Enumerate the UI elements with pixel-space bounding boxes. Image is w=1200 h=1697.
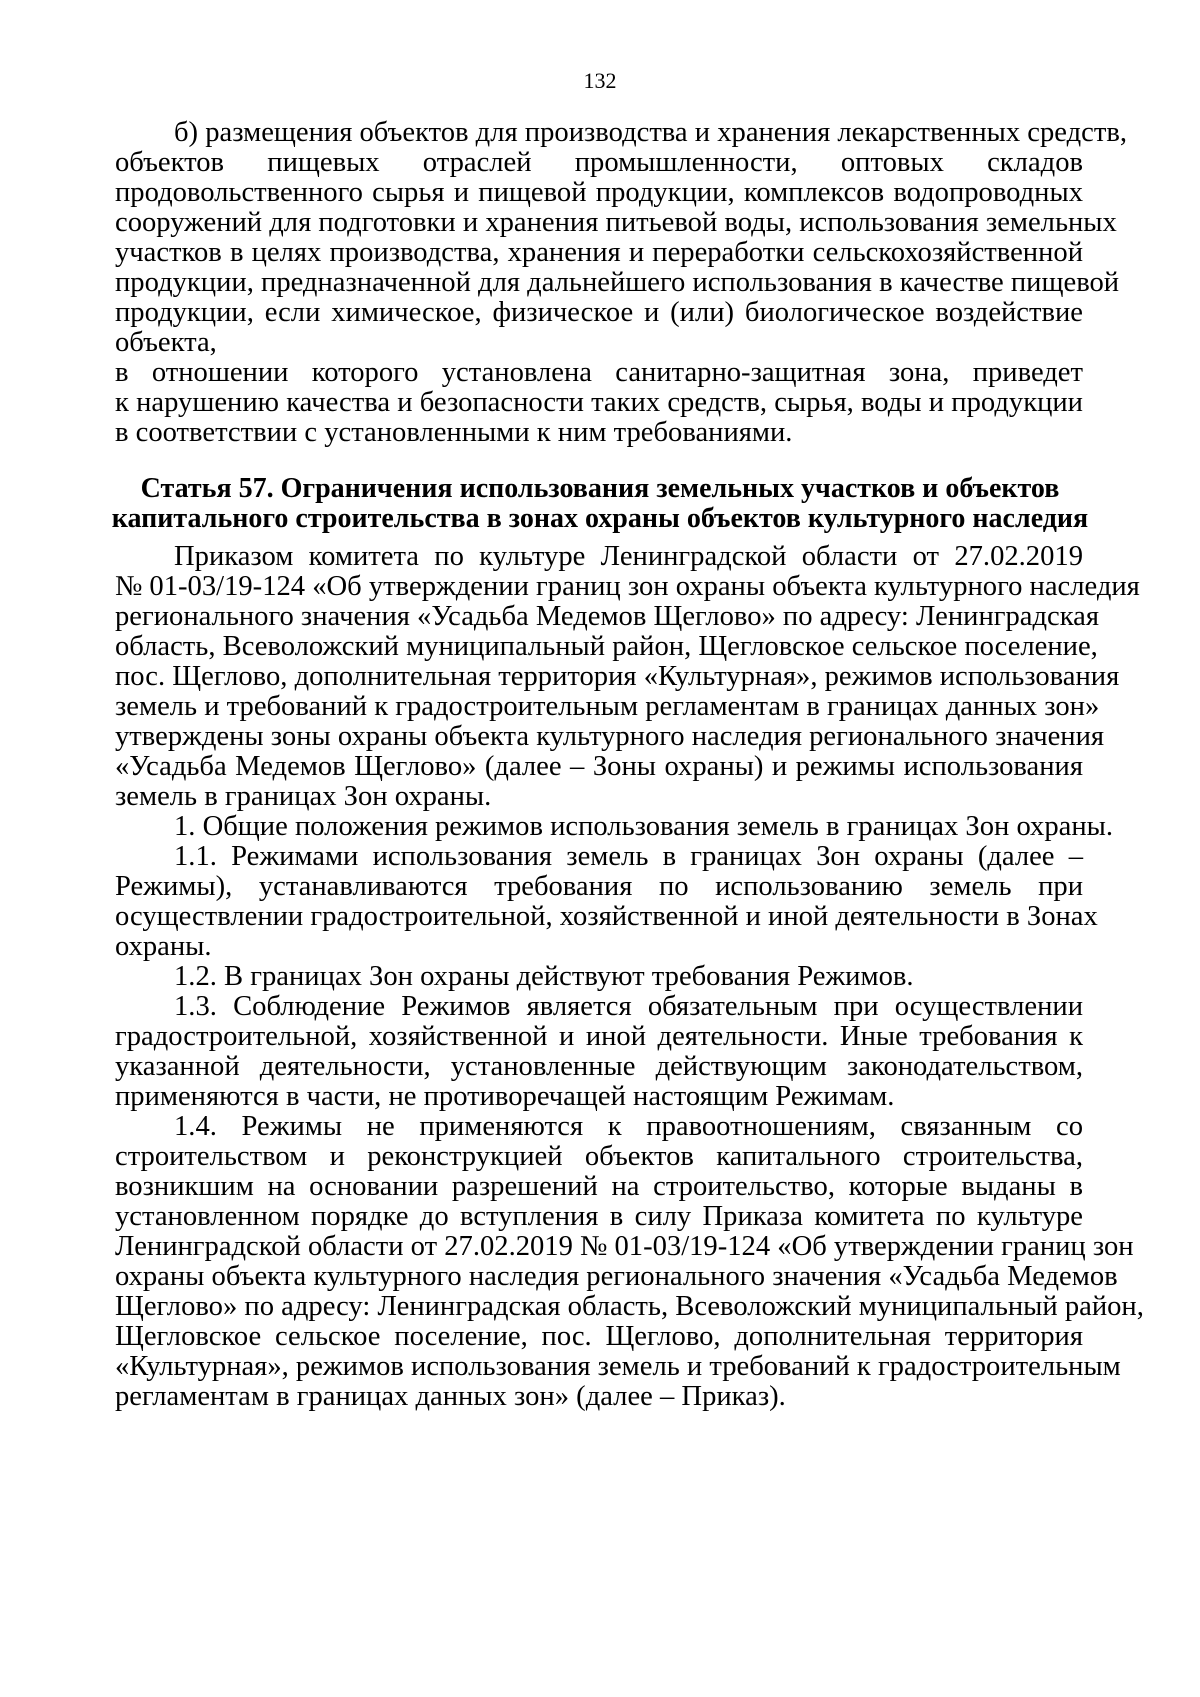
text-line: возникшим на основании разрешений на строительство, которые выданы в [115, 1171, 1083, 1202]
text-line: указанной деятельности, установленные действующим законодательством, [115, 1051, 1083, 1082]
text-line: б) размещения объектов для производства и хранения лекарственных средств, [174, 117, 1127, 148]
text-line: продукции, если химическое, физическое и (или) биологическое воздействие [115, 297, 1083, 328]
text-line: участков в целях производства, хранения и переработки сельскохозяйственной [115, 237, 1083, 268]
text-line: 1.4. Режимы не применяются к правоотношениям, связанным со [174, 1111, 1083, 1142]
text-line: продовольственного сырья и пищевой продукции, комплексов водопроводных [115, 177, 1083, 208]
text-line: Ленинградской области от 27.02.2019 № 01-03/19-124 «Об утверждении границ зон [115, 1231, 1134, 1262]
text-line: пос. Щеглово, дополнительная территория «Культурная», режимов использования [115, 661, 1120, 692]
text-line: 1.3. Соблюдение Режимов является обязательным при осуществлении [174, 991, 1083, 1022]
text-line: «Усадьба Медемов Щеглово» (далее – Зоны охраны) и режимы использования [115, 751, 1083, 782]
text-line: земель и требований к градостроительным регламентам в границах данных зон» [115, 691, 1100, 722]
text-line: применяются в части, не противоречащей настоящим Режимам. [115, 1081, 895, 1112]
text-line: Режимы), устанавливаются требования по использованию земель при [115, 871, 1083, 902]
heading-line: Статья 57. Ограничения использования земельных участков и объектов [140, 473, 1060, 504]
text-line: установленном порядке до вступления в силу Приказа комитета по культуре [115, 1201, 1083, 1232]
text-line: Приказом комитета по культуре Ленинградской области от 27.02.2019 [174, 541, 1083, 572]
text-line: градостроительной, хозяйственной и иной деятельности. Иные требования к [115, 1021, 1083, 1052]
text-line: регионального значения «Усадьба Медемов Щеглово» по адресу: Ленинградская [115, 601, 1099, 632]
heading-line: капитального строительства в зонах охраны объектов культурного наследия [111, 503, 1089, 534]
text-line: регламентам в границах данных зон» (далее – Приказ). [115, 1381, 786, 1412]
text-line: Щеглово» по адресу: Ленинградская область, Всеволожский муниципальный район, [115, 1291, 1144, 1322]
text-line: Щегловское сельское поселение, пос. Щеглово, дополнительная территория [115, 1321, 1083, 1352]
page-number: 132 [583, 68, 617, 93]
text-line: охраны. [115, 931, 212, 962]
text-line: земель в границах Зон охраны. [115, 781, 492, 812]
text-line: к нарушению качества и безопасности таких средств, сырья, воды и продукции [115, 387, 1083, 418]
text-line: объектов пищевых отраслей промышленности, оптовых складов [115, 147, 1083, 178]
text-line: строительством и реконструкцией объектов капитального строительства, [115, 1141, 1083, 1172]
text-line: «Культурная», режимов использования земель и требований к градостроительным [115, 1351, 1121, 1382]
text-line: осуществлении градостроительной, хозяйственной и иной деятельности в Зонах [115, 901, 1098, 932]
text-line: утверждены зоны охраны объекта культурного наследия регионального значения [115, 721, 1105, 752]
text-line: в отношении которого установлена санитарно-защитная зона, приведет [115, 357, 1083, 388]
text-line: продукции, предназначенной для дальнейшего использования в качестве пищевой [115, 267, 1120, 298]
text-line: № 01-03/19-124 «Об утверждении границ зон охраны объекта культурного наследия [115, 571, 1140, 602]
text-line: 1.1. Режимами использования земель в границах Зон охраны (далее – [174, 841, 1083, 872]
text-line: объекта, [115, 327, 217, 358]
text-line: в соответствии с установленными к ним требованиями. [115, 417, 793, 448]
text-line: область, Всеволожский муниципальный район, Щегловское сельское поселение, [115, 631, 1098, 662]
item-1: 1. Общие положения режимов использования земель в границах Зон охраны. [174, 811, 1113, 842]
text-line: сооружений для подготовки и хранения питьевой воды, использования земельных [115, 207, 1117, 238]
text-line: охраны объекта культурного наследия регионального значения «Усадьба Медемов [115, 1261, 1118, 1292]
item-1-2: 1.2. В границах Зон охраны действуют требования Режимов. [174, 961, 914, 992]
